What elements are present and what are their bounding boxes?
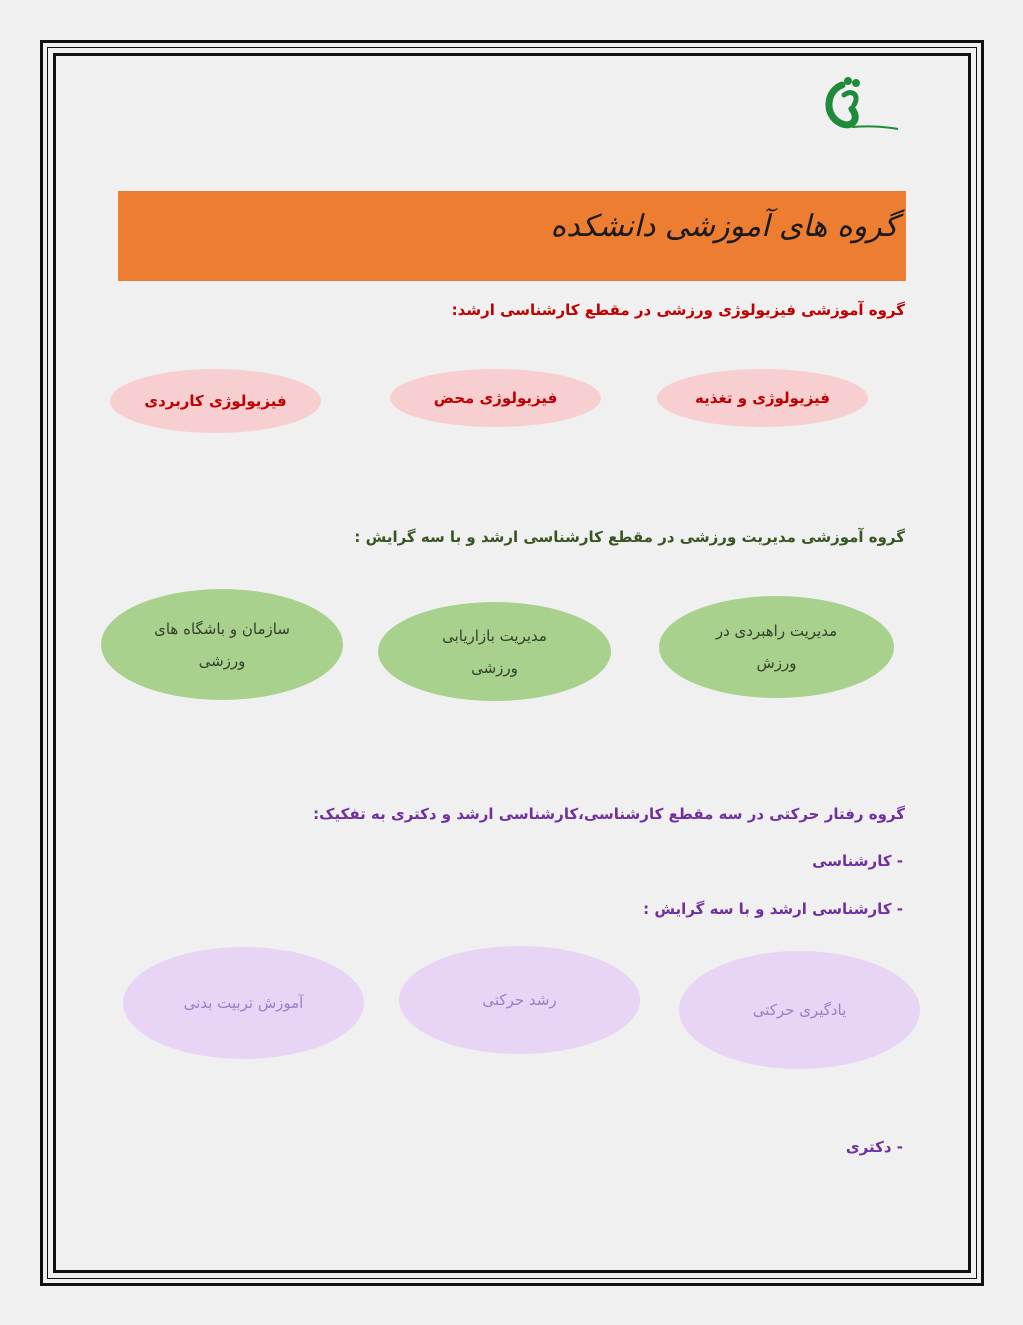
oval-physiology-nutrition: فیزیولوژی و تغذیه [657, 369, 868, 427]
oval-physical-education: آموزش تربیت بدنی [123, 947, 364, 1059]
oval-line: مدیریت بازاریابی [442, 626, 547, 645]
section-heading-motor-behavior: گروه رفتار حرکتی در سه مقطع کارشناسی،کارشناسی ارشد و دکتری به تفکیک: [313, 805, 905, 823]
title-banner [118, 191, 906, 281]
oval-line: مدیریت راهبردی در [715, 622, 838, 640]
oval-line: ورزشی [471, 658, 518, 677]
oval-sports-clubs [101, 589, 343, 700]
section-heading-management: گروه آموزشی مدیریت ورزشی در مقطع کارشناسی ارشد و با سه گرایش : [354, 528, 905, 546]
oval-motor-learning: یادگیری حرکتی [679, 951, 920, 1069]
list-item-masters: - کارشناسی ارشد و با سه گرایش : [643, 900, 903, 918]
oval-line: ورزش [756, 654, 797, 672]
page-title: گروه های آموزشی دانشکده [550, 209, 898, 244]
university-logo [822, 75, 902, 137]
oval-line: ورزشی [198, 651, 246, 670]
oval-sports-marketing [378, 602, 611, 701]
oval-motor-development: رشد حرکتی [399, 946, 640, 1054]
oval-line: سازمان و باشگاه های [154, 619, 290, 638]
list-item-phd: - دکتری [845, 1138, 903, 1156]
oval-pure-physiology: فیزیولوژی محض [390, 369, 601, 427]
oval-applied-physiology: فیزیولوژی کاربردی [110, 369, 321, 433]
section-heading-physiology: گروه آموزشی فیزیولوژی ورزشی در مقطع کارشناسی ارشد: [451, 301, 905, 319]
oval-strategic-management [659, 596, 894, 698]
list-item-bachelor: - کارشناسی [812, 852, 903, 870]
